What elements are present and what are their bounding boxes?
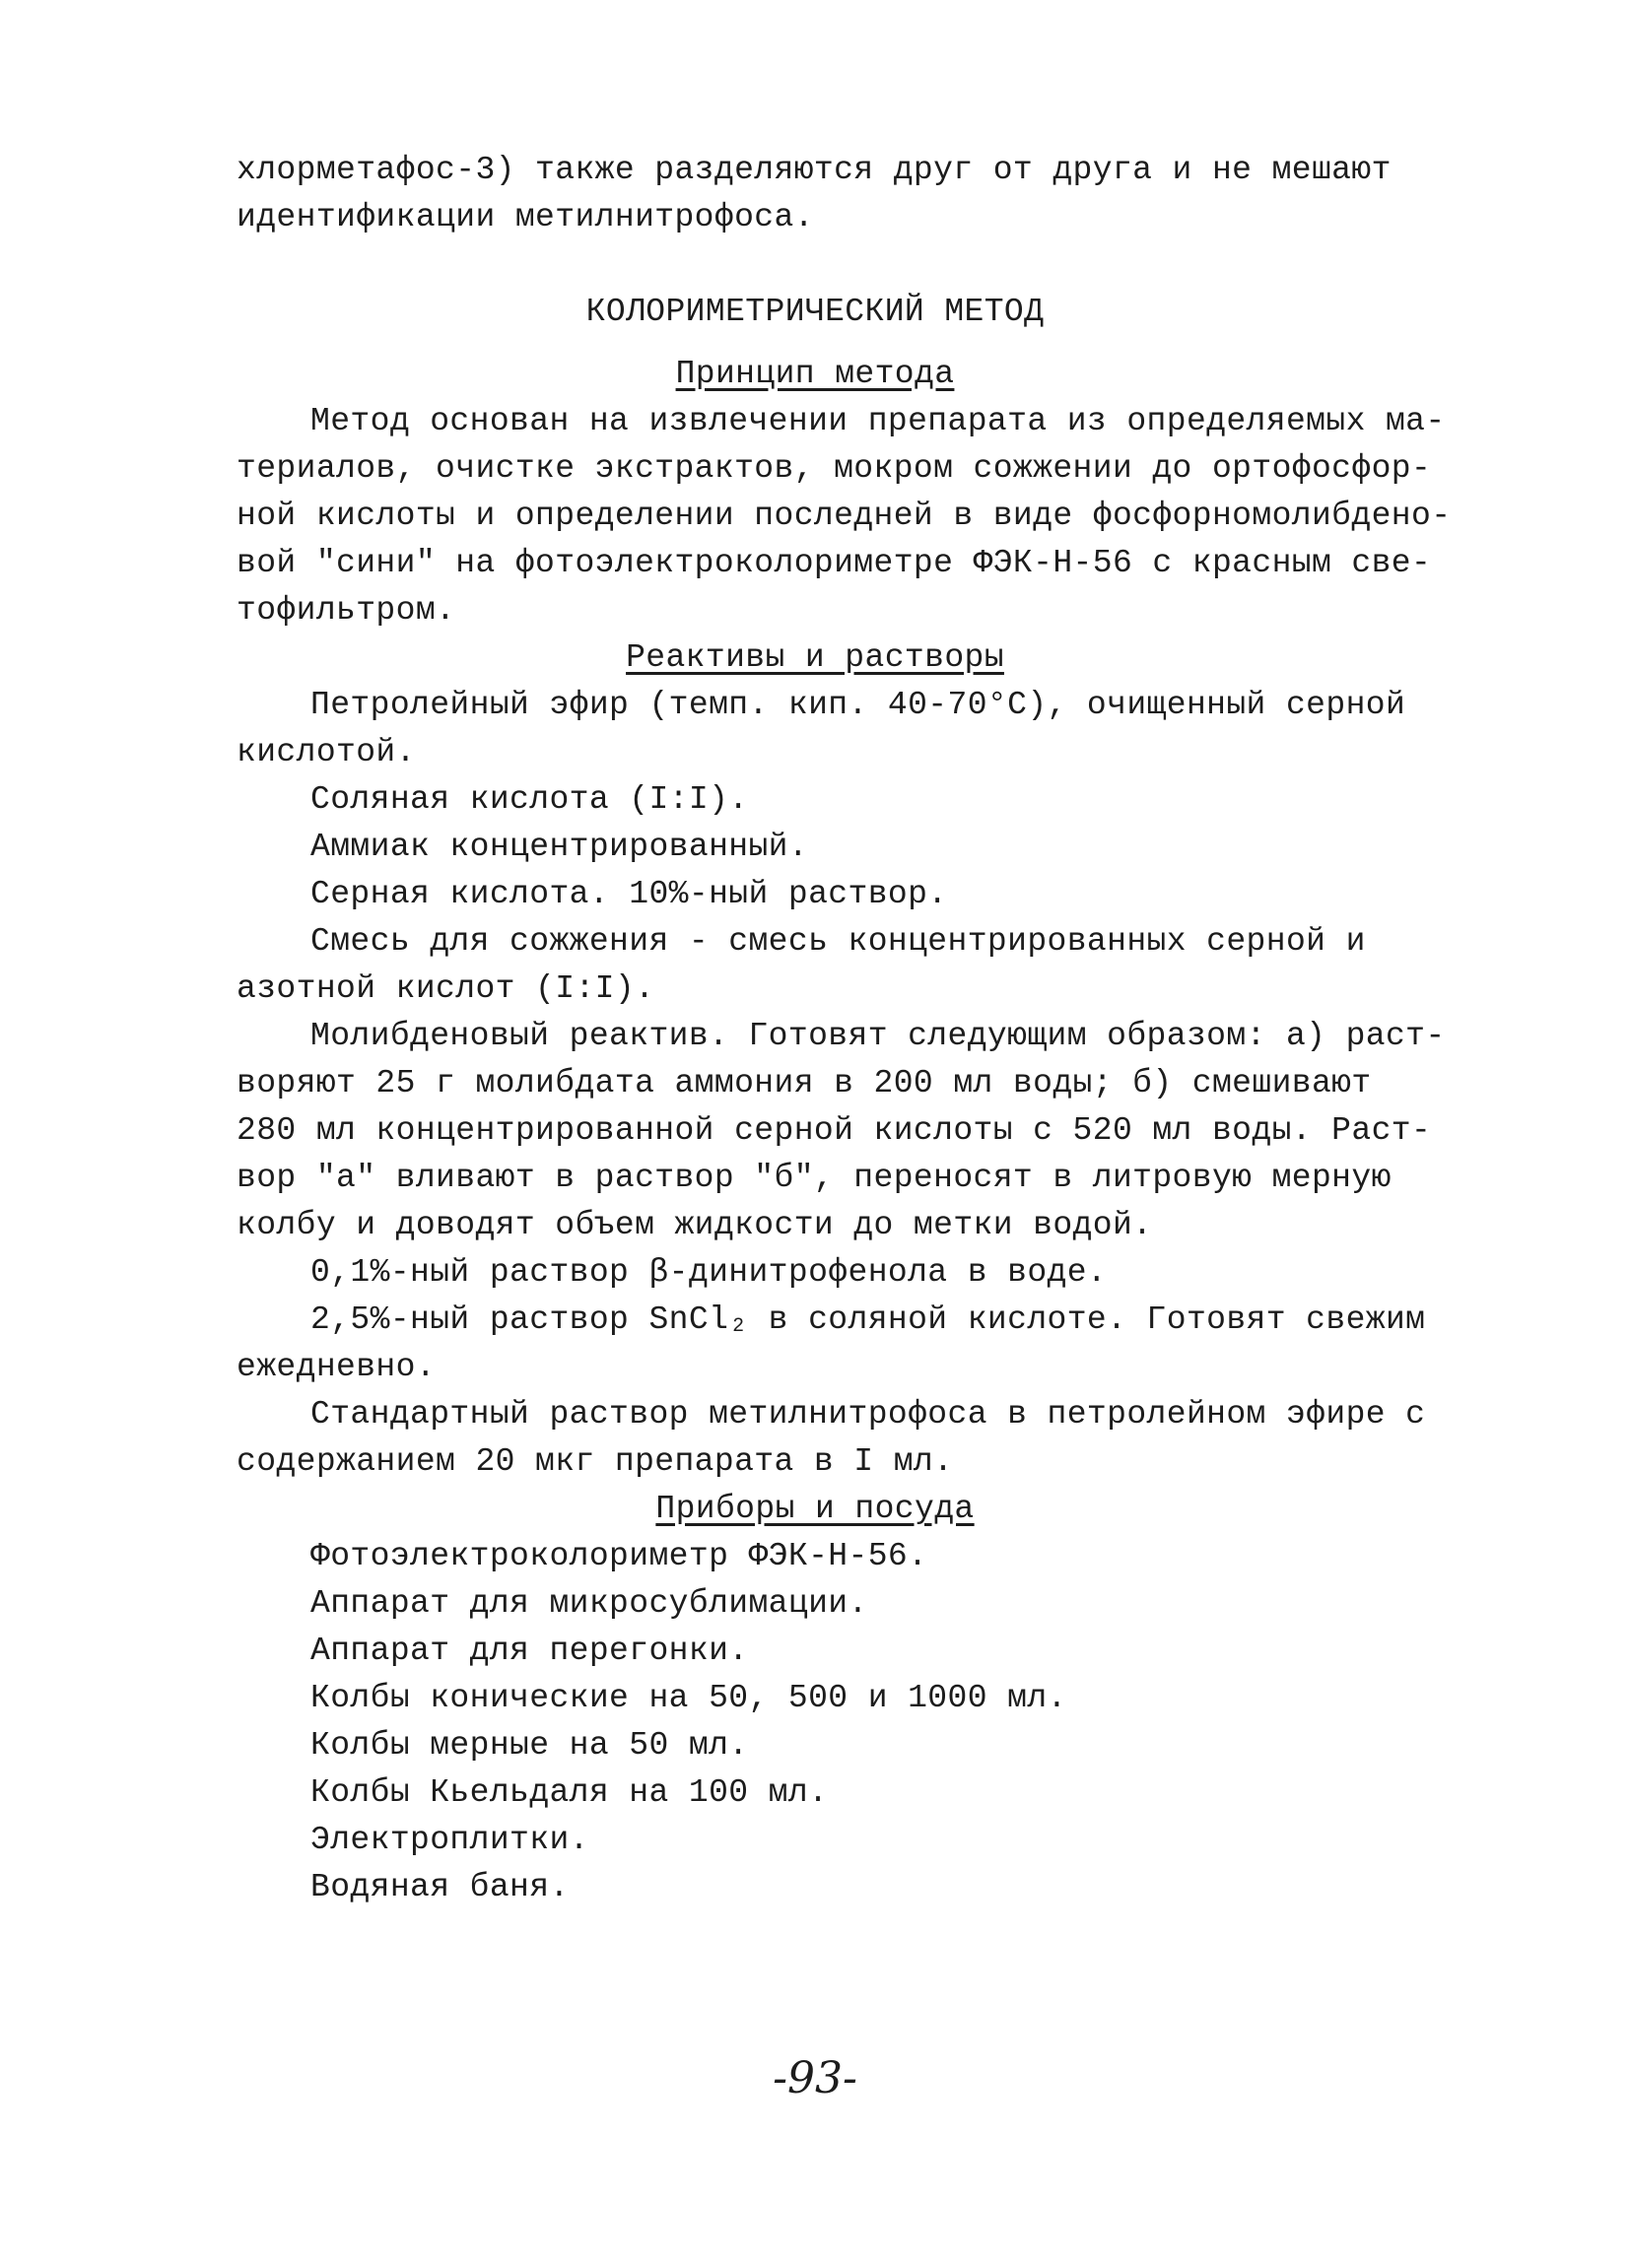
reagent-line: кислотой. (237, 734, 416, 770)
reagent-line: колбу и доводят объем жидкости до метки водой. (237, 1207, 1153, 1243)
reagent-line: Аммиак концентрированный. (310, 829, 809, 865)
equipment-line: Аппарат для перегонки. (310, 1633, 749, 1669)
intro-line: идентификации метилнитрофоса. (237, 199, 814, 235)
equipment-line: Колбы мерные на 50 мл. (310, 1727, 749, 1764)
reagent-line: содержанием 20 мкг препарата в I мл. (237, 1443, 954, 1480)
equipment-heading: Приборы и посуда (655, 1491, 975, 1527)
principle-line: тофильтром. (237, 592, 456, 629)
reagents-heading: Реактивы и растворы (626, 639, 1004, 676)
equipment-line: Водяная баня. (310, 1869, 570, 1905)
equipment-line: Колбы конические на 50, 500 и 1000 мл. (310, 1680, 1067, 1716)
reagent-line: вор "а" вливают в раствор "б", переносят в литровую мерную (237, 1160, 1392, 1196)
reagent-line: 0,1%-ный раствор β-динитрофенола в воде. (310, 1254, 1108, 1291)
reagent-line: Соляная кислота (I:I). (310, 781, 749, 818)
intro-line: хлорметафос-3) также разделяются друг от друга и не мешают (237, 152, 1392, 188)
reagent-line: Стандартный раствор метилнитрофоса в петролейном эфире с (310, 1396, 1426, 1433)
equipment-line: Электроплитки. (310, 1822, 589, 1858)
equipment-line: Колбы Кьельдаля на 100 мл. (310, 1774, 829, 1811)
reagent-line: Серная кислота. 10%-ный раствор. (310, 876, 948, 912)
reagent-line: Молибденовый реактив. Готовят следующим образом: а) раст- (310, 1018, 1446, 1054)
principle-line: вой "сини" на фотоэлектроколориметре ФЭК-Н-56 с красным све- (237, 545, 1432, 581)
principle-line: териалов, очистке экстрактов, мокром сожжении до ортофосфор- (237, 450, 1432, 487)
principle-heading: Принцип метода (675, 356, 955, 392)
equipment-line: Аппарат для микросублимации. (310, 1585, 868, 1622)
principle-line: Метод основан на извлечении препарата из определяемых ма- (310, 403, 1446, 439)
reagent-line: ежедневно. (237, 1349, 437, 1385)
principle-line: ной кислоты и определении последней в виде фосфорномолибдено- (237, 498, 1452, 534)
equipment-line: Фотоэлектроколориметр ФЭК-Н-56. (310, 1538, 928, 1574)
page-number: -93- (773, 2053, 857, 2103)
reagent-line: азотной кислот (I:I). (237, 970, 655, 1007)
reagent-line: воряют 25 г молибдата аммония в 200 мл воды; б) смешивают (237, 1065, 1372, 1101)
section-title: КОЛОРИМЕТРИЧЕСКИЙ МЕТОД (585, 294, 1045, 330)
reagent-line: Смесь для сожжения - смесь концентрированных серной и (310, 923, 1366, 960)
reagent-line: 280 мл концентрированной серной кислоты с 520 мл воды. Раст- (237, 1112, 1432, 1149)
reagent-line: 2,5%-ный раствор SnCl₂ в соляной кислоте. Готовят свежим (310, 1301, 1426, 1338)
reagent-line: Петролейный эфир (темп. кип. 40-70°С), очищенный серной (310, 687, 1406, 723)
